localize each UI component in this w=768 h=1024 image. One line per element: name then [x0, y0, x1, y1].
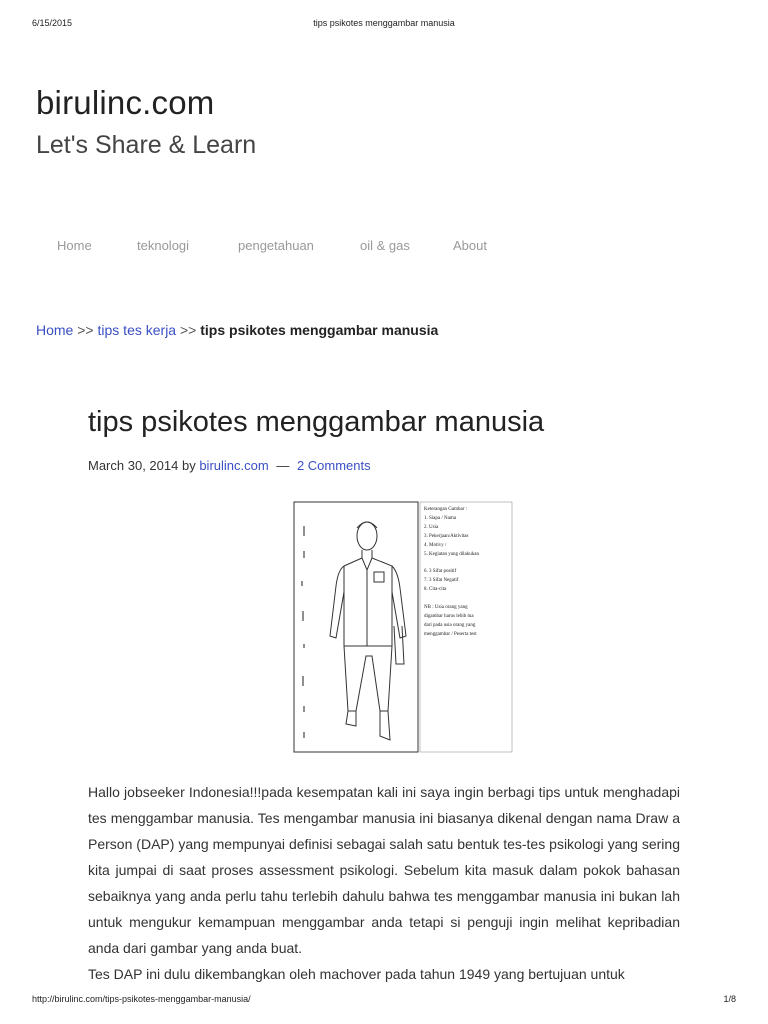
figure-note: menggambar / Peserta test — [424, 632, 477, 637]
figure-note: 7. 3 Sifat Negatif — [424, 578, 459, 583]
breadcrumb-home-link[interactable]: Home — [36, 322, 74, 338]
print-title: tips psikotes menggambar manusia — [313, 18, 455, 28]
print-header — [32, 18, 736, 32]
breadcrumb-separator: >> — [77, 322, 94, 338]
post-content — [88, 779, 680, 987]
post-by: by — [181, 458, 196, 473]
print-page-number: 1/8 — [723, 994, 736, 1004]
post-meta — [88, 458, 371, 473]
post-paragraph: Tes DAP ini dulu dikembangkan oleh machover pada tahun 1949 yang bertujuan untuk — [88, 966, 625, 982]
post-date: March 30, 2014 — [88, 458, 179, 473]
figure-note: dari pada usia orang yang — [424, 623, 476, 628]
post-meta-dash: — — [276, 458, 290, 473]
figure-note: 1. Siapa / Nama — [424, 516, 456, 521]
nav-item-pengetahuan[interactable]: pengetahuan — [238, 238, 314, 253]
main-nav — [57, 238, 728, 258]
figure-note: digambar harus lebih tua — [424, 614, 474, 619]
print-date: 6/15/2015 — [32, 18, 73, 28]
print-footer — [32, 994, 736, 1008]
dap-figure-svg — [244, 496, 526, 756]
breadcrumb-separator: >> — [179, 322, 197, 338]
figure-note: NB : Usia orang yang — [424, 605, 468, 610]
post-paragraph: Hallo jobseeker Indonesia!!!pada kesempatan kali ini saya ingin berbagi tips untuk menghadapi tes menggambar manusia. Tes mengambar manusia ini biasanya dikenal dengan nama Draw a Person (DAP) yang mempunyai definisi sebagai salah satu bentuk tes-tes psikologi yang sering kita jumpai di saat proses assessment psikologi. Sebelum kita masuk dalam pokok bahasan sebaiknya yang anda perlu tahu terlebih dahulu bahwa tes menggambar manusia ini bukan lah untuk mengukur kemampuan menggambar anda tetapi si penguji ingin melihat kepribadian anda dari gambar yang anda buat. — [88, 784, 680, 956]
print-url: http://birulinc.com/tips-psikotes-menggambar-manusia/ — [32, 994, 251, 1004]
site-title[interactable]: birulinc.com — [36, 84, 215, 121]
post-title: tips psikotes menggambar manusia — [88, 406, 545, 438]
figure-note: 5. Kegiatan yang dilakukan — [424, 552, 479, 557]
figure-note: 3. Pekerjaan/Aktivitas — [424, 534, 469, 539]
nav-item-oil-gas[interactable]: oil & gas — [360, 238, 410, 253]
post-comments-link[interactable]: 2 Comments — [296, 458, 371, 473]
figure-note: 4. Motivy / — [424, 543, 447, 548]
site-tagline: Let's Share & Learn — [36, 131, 257, 159]
figure-note: 6. 3 Sifat positif — [424, 569, 457, 574]
breadcrumb — [36, 322, 438, 338]
breadcrumb-current: tips psikotes menggambar manusia — [200, 322, 439, 338]
figure-note: 8. Cita-cita — [424, 587, 447, 592]
figure-note: Keterangan Gambar : — [424, 507, 468, 512]
nav-item-home[interactable]: Home — [57, 238, 92, 253]
nav-item-about[interactable]: About — [453, 238, 487, 253]
dap-figure-image — [244, 496, 526, 756]
breadcrumb-category-link[interactable]: tips tes kerja — [97, 322, 177, 338]
figure-note: 2. Usia — [424, 525, 439, 530]
post-author-link[interactable]: birulinc.com — [199, 458, 269, 473]
nav-item-teknologi[interactable]: teknologi — [137, 238, 190, 253]
